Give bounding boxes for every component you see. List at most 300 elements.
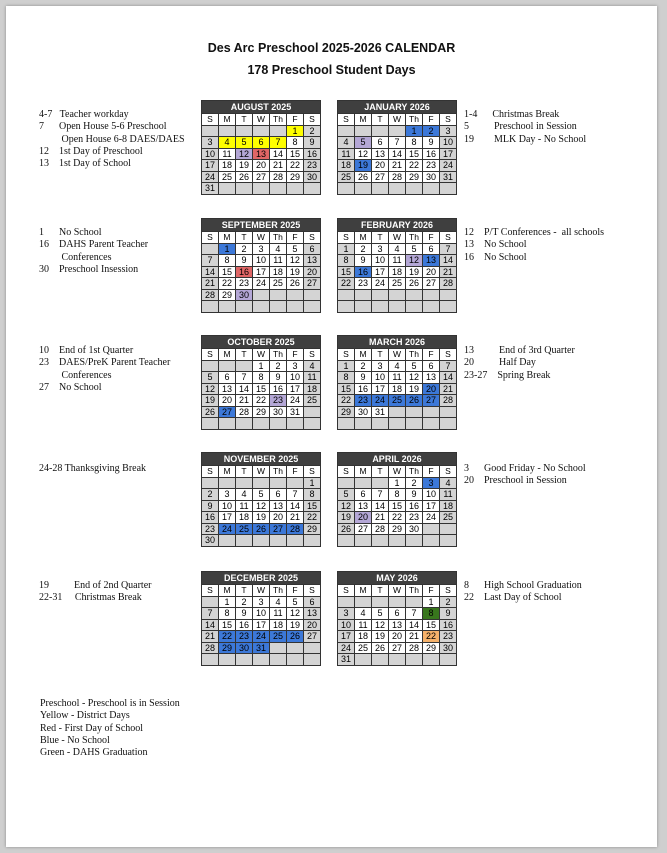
empty-cell — [372, 301, 389, 313]
day-cell: 23 — [440, 631, 457, 643]
empty-cell — [338, 289, 355, 301]
day-cell: 5 — [372, 608, 389, 620]
day-cell: 4 — [219, 137, 236, 149]
day-cell: 24 — [287, 395, 304, 407]
empty-cell — [270, 125, 287, 137]
empty-cell — [355, 418, 372, 430]
weekday-label: Th — [406, 114, 423, 126]
weekday-label: Th — [270, 466, 287, 478]
day-cell: 31 — [202, 183, 219, 195]
day-cell: 22 — [304, 512, 321, 524]
day-cell: 22 — [219, 631, 236, 643]
empty-cell — [355, 654, 372, 666]
empty-cell — [270, 477, 287, 489]
empty-cell — [219, 418, 236, 430]
empty-cell — [440, 523, 457, 535]
day-cell: 17 — [372, 266, 389, 278]
day-cell: 29 — [338, 406, 355, 418]
day-cell: 23 — [423, 160, 440, 172]
month-header: FEBRUARY 2026 — [338, 219, 457, 232]
empty-cell — [202, 243, 219, 255]
empty-cell — [236, 418, 253, 430]
month-header: NOVEMBER 2025 — [202, 453, 321, 466]
empty-cell — [440, 535, 457, 547]
day-cell: 3 — [372, 360, 389, 372]
empty-cell — [287, 418, 304, 430]
weekday-label: T — [372, 349, 389, 361]
weekday-label: Th — [269, 232, 286, 244]
empty-cell — [287, 183, 304, 195]
day-cell: 20 — [389, 631, 406, 643]
day-cell: 9 — [235, 255, 252, 267]
notes-november: 24-28 Thanksgiving Break — [39, 463, 147, 474]
day-cell: 8 — [338, 372, 355, 384]
day-cell: 12 — [253, 500, 270, 512]
weekday-label: M — [355, 349, 372, 361]
day-cell: 12 — [406, 255, 423, 267]
page-title: Des Arc Preschool 2025-2026 CALENDAR — [207, 41, 456, 55]
day-cell: 1 — [389, 477, 406, 489]
day-cell: 21 — [406, 631, 423, 643]
day-cell: 15 — [423, 619, 440, 631]
day-cell: 22 — [389, 512, 406, 524]
weekday-label: Th — [406, 585, 423, 597]
day-cell: 5 — [355, 137, 372, 149]
day-cell: 29 — [304, 523, 321, 535]
empty-cell — [287, 654, 304, 666]
weekday-label: Th — [270, 349, 287, 361]
empty-cell — [372, 477, 389, 489]
empty-cell — [423, 183, 440, 195]
day-cell: 8 — [218, 255, 235, 267]
notes-may: 8 High School Graduation 22 Last Day of School — [464, 580, 582, 604]
day-cell: 25 — [338, 171, 355, 183]
empty-cell — [236, 654, 253, 666]
day-cell: 3 — [219, 489, 236, 501]
day-cell: 21 — [236, 395, 253, 407]
day-cell: 17 — [338, 631, 355, 643]
day-cell: 19 — [202, 395, 219, 407]
month-header: SEPTEMBER 2025 — [202, 219, 321, 232]
empty-cell — [287, 535, 304, 547]
weekday-label: W — [389, 585, 406, 597]
day-cell: 19 — [236, 160, 253, 172]
day-cell: 13 — [253, 148, 270, 160]
weekday-label: S — [303, 232, 320, 244]
day-cell: 4 — [304, 360, 321, 372]
day-cell: 1 — [304, 477, 321, 489]
weekday-label: W — [253, 585, 270, 597]
day-cell: 27 — [253, 171, 270, 183]
day-cell: 7 — [440, 243, 457, 255]
day-cell: 5 — [236, 137, 253, 149]
notes-january: 1-4 Christmas Break 5 Preschool in Session 19 MLK Day - No School — [464, 109, 587, 145]
day-cell: 16 — [440, 619, 457, 631]
day-cell: 18 — [389, 266, 406, 278]
month-header: DECEMBER 2025 — [202, 572, 321, 585]
empty-cell — [236, 183, 253, 195]
day-cell: 29 — [423, 642, 440, 654]
day-cell: 15 — [389, 500, 406, 512]
empty-cell — [406, 301, 423, 313]
calendar-august-2025 — [201, 100, 321, 195]
day-cell: 7 — [372, 489, 389, 501]
empty-cell — [270, 642, 287, 654]
empty-cell — [389, 406, 406, 418]
empty-cell — [219, 477, 236, 489]
weekday-label: T — [236, 585, 253, 597]
day-cell: 20 — [304, 619, 321, 631]
day-cell: 26 — [202, 406, 219, 418]
day-cell: 22 — [423, 631, 440, 643]
month-header: MARCH 2026 — [338, 336, 457, 349]
day-cell: 16 — [406, 500, 423, 512]
empty-cell — [236, 125, 253, 137]
day-cell: 22 — [406, 160, 423, 172]
notes-february: 12 P/T Conferences - all schools 13 No School 16 No School — [464, 227, 605, 263]
day-cell: 11 — [236, 500, 253, 512]
weekday-label: W — [252, 232, 269, 244]
empty-cell — [372, 535, 389, 547]
day-cell: 10 — [372, 255, 389, 267]
empty-cell — [202, 477, 219, 489]
day-cell: 19 — [287, 619, 304, 631]
weekday-label: M — [355, 585, 372, 597]
day-cell: 28 — [236, 406, 253, 418]
empty-cell — [423, 289, 440, 301]
empty-cell — [219, 535, 236, 547]
day-cell: 9 — [440, 608, 457, 620]
day-cell: 26 — [406, 395, 423, 407]
day-cell: 4 — [338, 137, 355, 149]
weekday-label: F — [423, 114, 440, 126]
weekday-label: Th — [406, 349, 423, 361]
empty-cell — [304, 183, 321, 195]
legend-item: Preschool - Preschool is in Session — [40, 698, 180, 709]
empty-cell — [423, 418, 440, 430]
empty-cell — [423, 654, 440, 666]
weekday-label: S — [304, 114, 321, 126]
day-cell: 12 — [236, 148, 253, 160]
weekday-label: Th — [406, 232, 423, 244]
day-cell: 27 — [423, 278, 440, 290]
day-cell: 6 — [389, 608, 406, 620]
month-header: AUGUST 2025 — [202, 101, 321, 114]
day-cell: 23 — [355, 395, 372, 407]
day-cell: 18 — [355, 631, 372, 643]
day-cell: 10 — [219, 500, 236, 512]
day-cell: 9 — [202, 500, 219, 512]
empty-cell — [253, 654, 270, 666]
day-cell: 4 — [440, 477, 457, 489]
empty-cell — [389, 301, 406, 313]
day-cell: 29 — [218, 289, 235, 301]
day-cell: 11 — [270, 608, 287, 620]
legend-item: Blue - No School — [40, 734, 110, 746]
empty-cell — [269, 289, 286, 301]
weekday-label: S — [304, 466, 321, 478]
day-cell: 10 — [202, 148, 219, 160]
day-cell: 16 — [423, 148, 440, 160]
day-cell: 15 — [406, 148, 423, 160]
day-cell: 12 — [286, 255, 303, 267]
day-cell: 30 — [423, 171, 440, 183]
day-cell: 1 — [338, 360, 355, 372]
empty-cell — [423, 523, 440, 535]
day-cell: 8 — [304, 489, 321, 501]
day-cell: 10 — [252, 255, 269, 267]
day-cell: 10 — [423, 489, 440, 501]
empty-cell — [338, 125, 355, 137]
day-cell: 18 — [440, 500, 457, 512]
day-cell: 20 — [423, 383, 440, 395]
day-cell: 19 — [372, 631, 389, 643]
calendar-april-2026 — [337, 452, 457, 547]
empty-cell — [423, 301, 440, 313]
day-cell: 7 — [202, 608, 219, 620]
day-cell: 12 — [372, 619, 389, 631]
day-cell: 29 — [287, 171, 304, 183]
empty-cell — [304, 406, 321, 418]
empty-cell — [406, 596, 423, 608]
weekday-label: Th — [270, 114, 287, 126]
weekday-label: M — [355, 114, 372, 126]
weekday-label: T — [372, 466, 389, 478]
empty-cell — [202, 654, 219, 666]
empty-cell — [253, 535, 270, 547]
empty-cell — [303, 301, 320, 313]
day-cell: 25 — [389, 278, 406, 290]
empty-cell — [253, 418, 270, 430]
day-cell: 28 — [389, 171, 406, 183]
day-cell: 2 — [202, 489, 219, 501]
day-cell: 29 — [389, 523, 406, 535]
day-cell: 3 — [252, 243, 269, 255]
day-cell: 11 — [355, 619, 372, 631]
empty-cell — [440, 289, 457, 301]
day-cell: 15 — [219, 619, 236, 631]
day-cell: 20 — [219, 395, 236, 407]
day-cell: 13 — [355, 500, 372, 512]
day-cell: 23 — [202, 523, 219, 535]
day-cell: 14 — [270, 148, 287, 160]
weekday-label: S — [304, 585, 321, 597]
weekday-label: F — [287, 349, 304, 361]
month-header: APRIL 2026 — [338, 453, 457, 466]
weekday-label: S — [202, 114, 219, 126]
day-cell: 25 — [236, 523, 253, 535]
day-cell: 28 — [372, 523, 389, 535]
page-subtitle: 178 Preschool Student Days — [247, 63, 416, 77]
empty-cell — [440, 406, 457, 418]
day-cell: 15 — [218, 266, 235, 278]
empty-cell — [389, 535, 406, 547]
day-cell: 24 — [338, 642, 355, 654]
empty-cell — [423, 406, 440, 418]
day-cell: 18 — [236, 512, 253, 524]
day-cell: 26 — [286, 278, 303, 290]
day-cell: 14 — [440, 372, 457, 384]
empty-cell — [440, 183, 457, 195]
empty-cell — [355, 301, 372, 313]
weekday-label: W — [389, 349, 406, 361]
day-cell: 28 — [202, 289, 219, 301]
empty-cell — [338, 183, 355, 195]
empty-cell — [440, 301, 457, 313]
month-header: JANUARY 2026 — [338, 101, 457, 114]
day-cell: 23 — [236, 631, 253, 643]
day-cell: 3 — [253, 596, 270, 608]
day-cell: 26 — [338, 523, 355, 535]
day-cell: 9 — [236, 608, 253, 620]
weekday-label: W — [253, 114, 270, 126]
empty-cell — [389, 125, 406, 137]
day-cell: 4 — [389, 243, 406, 255]
day-cell: 6 — [270, 489, 287, 501]
day-cell: 23 — [406, 512, 423, 524]
calendar-february-2026 — [337, 218, 457, 313]
empty-cell — [286, 301, 303, 313]
day-cell: 18 — [389, 383, 406, 395]
weekday-label: S — [338, 349, 355, 361]
empty-cell — [287, 642, 304, 654]
day-cell: 14 — [236, 383, 253, 395]
day-cell: 15 — [287, 148, 304, 160]
day-cell: 13 — [270, 500, 287, 512]
weekday-label: F — [423, 466, 440, 478]
day-cell: 31 — [287, 406, 304, 418]
day-cell: 22 — [338, 395, 355, 407]
empty-cell — [355, 289, 372, 301]
day-cell: 5 — [287, 596, 304, 608]
day-cell: 26 — [372, 642, 389, 654]
day-cell: 24 — [423, 512, 440, 524]
day-cell: 27 — [270, 523, 287, 535]
day-cell: 24 — [219, 523, 236, 535]
empty-cell — [304, 642, 321, 654]
empty-cell — [389, 654, 406, 666]
day-cell: 30 — [440, 642, 457, 654]
day-cell: 9 — [423, 137, 440, 149]
weekday-label: F — [423, 232, 440, 244]
day-cell: 20 — [253, 160, 270, 172]
day-cell: 20 — [270, 512, 287, 524]
day-cell: 12 — [338, 500, 355, 512]
calendar-march-2026 — [337, 335, 457, 430]
empty-cell — [440, 418, 457, 430]
day-cell: 13 — [303, 255, 320, 267]
day-cell: 25 — [269, 278, 286, 290]
weekday-label: M — [219, 585, 236, 597]
day-cell: 23 — [304, 160, 321, 172]
empty-cell — [253, 477, 270, 489]
calendar-may-2026 — [337, 571, 457, 666]
day-cell: 23 — [270, 395, 287, 407]
day-cell: 9 — [270, 372, 287, 384]
weekday-label: M — [219, 114, 236, 126]
day-cell: 15 — [304, 500, 321, 512]
day-cell: 14 — [440, 255, 457, 267]
empty-cell — [338, 477, 355, 489]
empty-cell — [304, 654, 321, 666]
day-cell: 31 — [372, 406, 389, 418]
empty-cell — [252, 301, 269, 313]
day-cell: 25 — [219, 171, 236, 183]
notes-april: 3 Good Friday - No School 20 Preschool in Session — [464, 463, 586, 487]
weekday-label: S — [202, 466, 219, 478]
day-cell: 11 — [440, 489, 457, 501]
day-cell: 17 — [287, 383, 304, 395]
day-cell: 29 — [253, 406, 270, 418]
day-cell: 1 — [338, 243, 355, 255]
day-cell: 14 — [406, 619, 423, 631]
empty-cell — [304, 418, 321, 430]
day-cell: 21 — [372, 512, 389, 524]
day-cell: 11 — [304, 372, 321, 384]
day-cell: 15 — [338, 383, 355, 395]
day-cell: 1 — [423, 596, 440, 608]
day-cell: 2 — [440, 596, 457, 608]
day-cell: 6 — [423, 360, 440, 372]
day-cell: 29 — [406, 171, 423, 183]
day-cell: 19 — [286, 266, 303, 278]
day-cell: 11 — [338, 148, 355, 160]
day-cell: 10 — [440, 137, 457, 149]
empty-cell — [406, 535, 423, 547]
day-cell: 16 — [355, 383, 372, 395]
day-cell: 4 — [269, 243, 286, 255]
day-cell: 14 — [287, 500, 304, 512]
day-cell: 3 — [287, 360, 304, 372]
calendar-september-2025 — [201, 218, 321, 313]
empty-cell — [372, 596, 389, 608]
day-cell: 6 — [303, 243, 320, 255]
day-cell: 19 — [253, 512, 270, 524]
weekday-label: S — [440, 114, 457, 126]
day-cell: 2 — [236, 596, 253, 608]
day-cell: 23 — [235, 278, 252, 290]
day-cell: 26 — [287, 631, 304, 643]
day-cell: 14 — [389, 148, 406, 160]
day-cell: 5 — [406, 360, 423, 372]
day-cell: 3 — [372, 243, 389, 255]
empty-cell — [304, 535, 321, 547]
empty-cell — [202, 301, 219, 313]
empty-cell — [406, 654, 423, 666]
day-cell: 30 — [236, 642, 253, 654]
day-cell: 2 — [355, 243, 372, 255]
day-cell: 11 — [269, 255, 286, 267]
day-cell: 21 — [440, 383, 457, 395]
day-cell: 25 — [389, 395, 406, 407]
day-cell: 2 — [304, 125, 321, 137]
day-cell: 7 — [202, 255, 219, 267]
weekday-label: W — [389, 114, 406, 126]
weekday-label: S — [304, 349, 321, 361]
day-cell: 20 — [372, 160, 389, 172]
empty-cell — [269, 301, 286, 313]
day-cell: 26 — [236, 171, 253, 183]
day-cell: 6 — [219, 372, 236, 384]
empty-cell — [406, 289, 423, 301]
day-cell: 24 — [372, 278, 389, 290]
day-cell: 11 — [219, 148, 236, 160]
day-cell: 21 — [440, 266, 457, 278]
empty-cell — [338, 301, 355, 313]
day-cell: 31 — [440, 171, 457, 183]
empty-cell — [389, 289, 406, 301]
day-cell: 8 — [338, 255, 355, 267]
